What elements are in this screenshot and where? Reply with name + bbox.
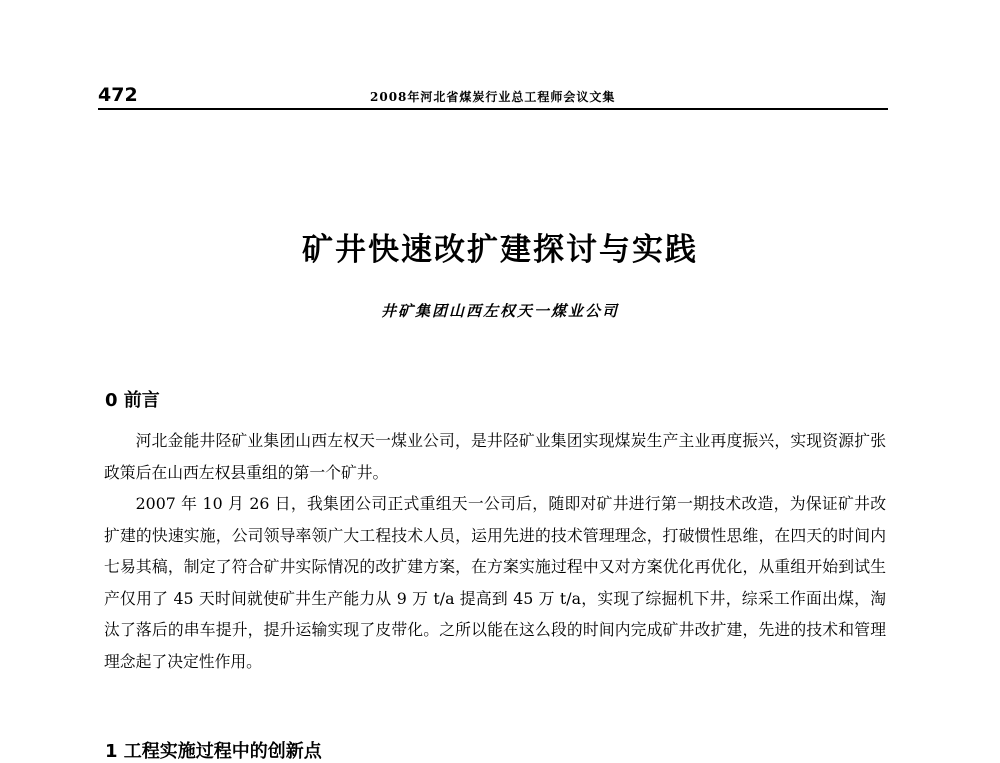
section-heading-innovations: 1 工程实施过程中的创新点	[105, 741, 322, 762]
running-title: 2008年河北省煤炭行业总工程师会议文集	[370, 90, 616, 104]
paragraph: 河北金能井陉矿业集团山西左权天一煤业公司，是井陉矿业集团实现煤炭生产主业再度振兴，实现资源扩张政策后在山西左权县重组的第一个矿井。	[104, 431, 886, 482]
article-affiliation: 井矿集团山西左权天一煤业公司	[380, 302, 619, 320]
preface-body	[104, 425, 886, 677]
section-heading-preface: 0 前言	[105, 390, 160, 411]
page-number: 472	[98, 84, 138, 106]
header-rule	[98, 108, 888, 110]
article-title: 矿井快速改扩建探讨与实践	[302, 232, 698, 268]
paragraph: 2007 年 10 月 26 日，我集团公司正式重组天一公司后，随即对矿井进行第一期技术改造，为保证矿井改扩建的快速实施，公司领导率领广大工程技术人员，运用先进的技术管理理念，打破惯性思维，在四天的时间内七易其稿，制定了符合矿井实际情况的改扩建方案，在方案实施过程中又对方案优化再优化，从重组开始到试生产仅用了 45 天时间就使矿井生产能力从 9 万 t/a 提高到 45 万 t/a，实现了综掘机下井，综采工作面出煤，淘汰了落后的串车提升，提升运输实现了皮带化。之所以能在这么段的时间内完成矿井改扩建，先进的技术和管理理念起了决定性作用。	[104, 494, 886, 671]
